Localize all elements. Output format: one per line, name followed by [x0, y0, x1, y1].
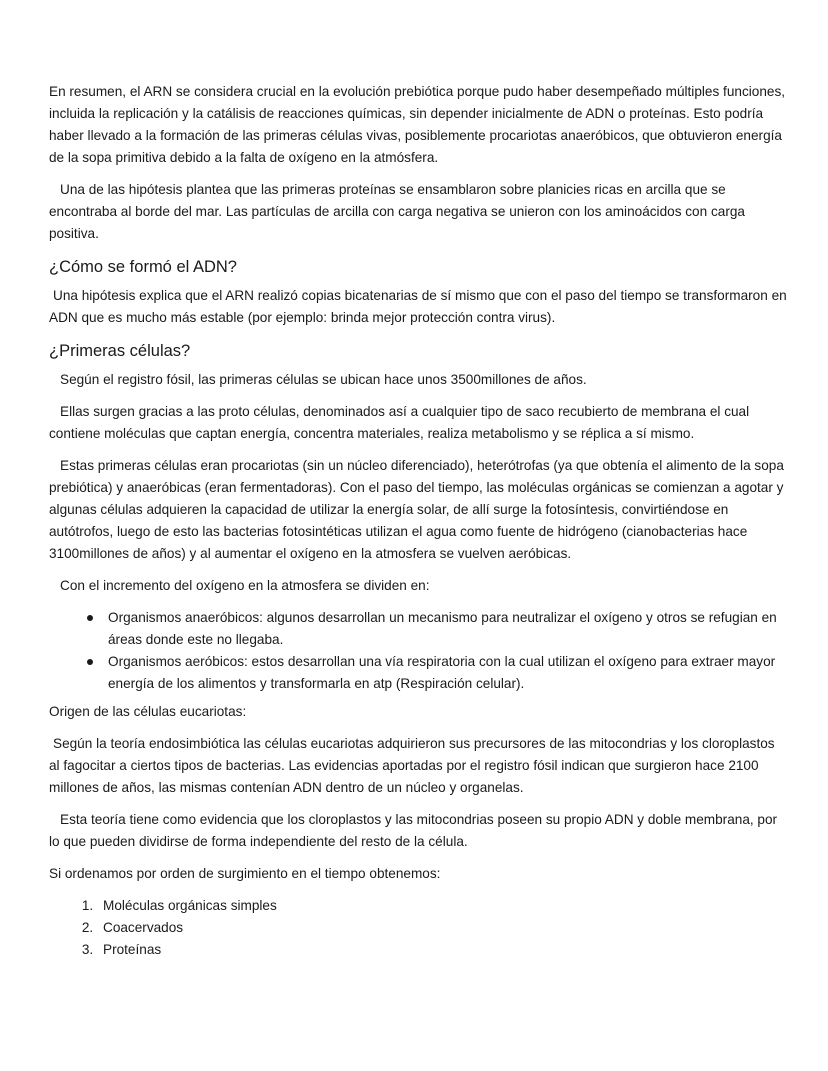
paragraph-oxygen-division: Con el incremento del oxígeno en la atmosfera se dividen en:	[60, 578, 430, 593]
list-item: Organismos anaeróbicos: algunos desarrollan un mecanismo para neutralizar el oxígeno y otros se refugian en áreas donde este no llegaba.	[108, 607, 788, 651]
heading-adn-formation: ¿Cómo se formó el ADN?	[49, 258, 237, 276]
list-item: 1. Moléculas orgánicas simples	[97, 895, 788, 917]
paragraph-fossil-record: Según el registro fósil, las primeras células se ubican hace unos 3500millones de años.	[60, 372, 587, 387]
paragraph-order-intro: Si ordenamos por orden de surgimiento en el tiempo obtenemos:	[49, 866, 441, 881]
paragraph-clay-hypothesis: Una de las hipótesis plantea que las primeras proteínas se ensamblaron sobre planicies ricas en arcilla que se encontraba al borde del mar. Las partículas de arcilla con carga negativa se unieron con los aminoácidos con carga positiva.	[49, 182, 745, 241]
paragraph-endosymbiotic-theory: Según la teoría endosimbiótica las células eucariotas adquirieron sus precursores de las mitocondrias y los cloroplastos al fagocitar a ciertos tipos de bacterias. Las evidencias aportadas por el registro fósil indican que surgieron hace 2100 millones de años, las mismas contenían ADN dentro de un núcleo y organelas.	[49, 736, 775, 795]
heading-first-cells: ¿Primeras células?	[49, 342, 191, 360]
paragraph-first-cells-description: Estas primeras células eran procariotas (sin un núcleo diferenciado), heterótrofas (ya que obtenía el alimento de la sopa prebiótica) y anaeróbicas (eran fermentadoras). Con el paso del tiempo, las moléculas orgánicas se comienzan a agotar y algunas células adquieren la capacidad de utilizar la energía solar, de allí surge la fotosíntesis, convirtiéndose en autótrofos, luego de esto las bacterias fotosintéticas utilizan el agua como fuente de hidrógeno (cianobacterias hace 3100millones de años) y al aumentar el oxígeno en la atmosfera se vuelven aeróbicas.	[49, 458, 784, 561]
paragraph-eukaryote-origin-title: Origen de las células eucariotas:	[49, 704, 247, 719]
organism-bullet-list	[49, 607, 788, 695]
list-item: 3. Proteínas	[97, 939, 788, 961]
list-item: 2. Coacervados	[97, 917, 788, 939]
emergence-order-list	[49, 895, 788, 961]
paragraph-arn-summary: En resumen, el ARN se considera crucial en la evolución prebiótica porque pudo haber desempeñado múltiples funciones, incluida la replicación y la catálisis de reacciones químicas, sin depender inicialmente de ADN o proteínas. Esto podría haber llevado a la formación de las primeras células vivas, posiblemente procariotas anaeróbicos, que obtuvieron energía de la sopa primitiva debido a la falta de oxígeno en la atmósfera.	[49, 84, 786, 165]
paragraph-theory-evidence: Esta teoría tiene como evidencia que los cloroplastos y las mitocondrias poseen su propio ADN y doble membrana, por lo que pueden dividirse de forma independiente del resto de la célula.	[49, 812, 778, 849]
paragraph-adn-hypothesis: Una hipótesis explica que el ARN realizó copias bicatenarias de sí mismo que con el paso del tiempo se transformaron en ADN que es mucho más estable (por ejemplo: brinda mejor protección contra virus).	[49, 288, 787, 325]
paragraph-proto-cells: Ellas surgen gracias a las proto células, denominados así a cualquier tipo de saco recubierto de membrana el cual contiene moléculas que captan energía, concentra materiales, realiza metabolismo y se réplica a sí mismo.	[49, 404, 750, 441]
list-item: Organismos aeróbicos: estos desarrollan una vía respiratoria con la cual utilizan el oxígeno para extraer mayor energía de los alimentos y transformarla en atp (Respiración celular).	[108, 651, 788, 695]
